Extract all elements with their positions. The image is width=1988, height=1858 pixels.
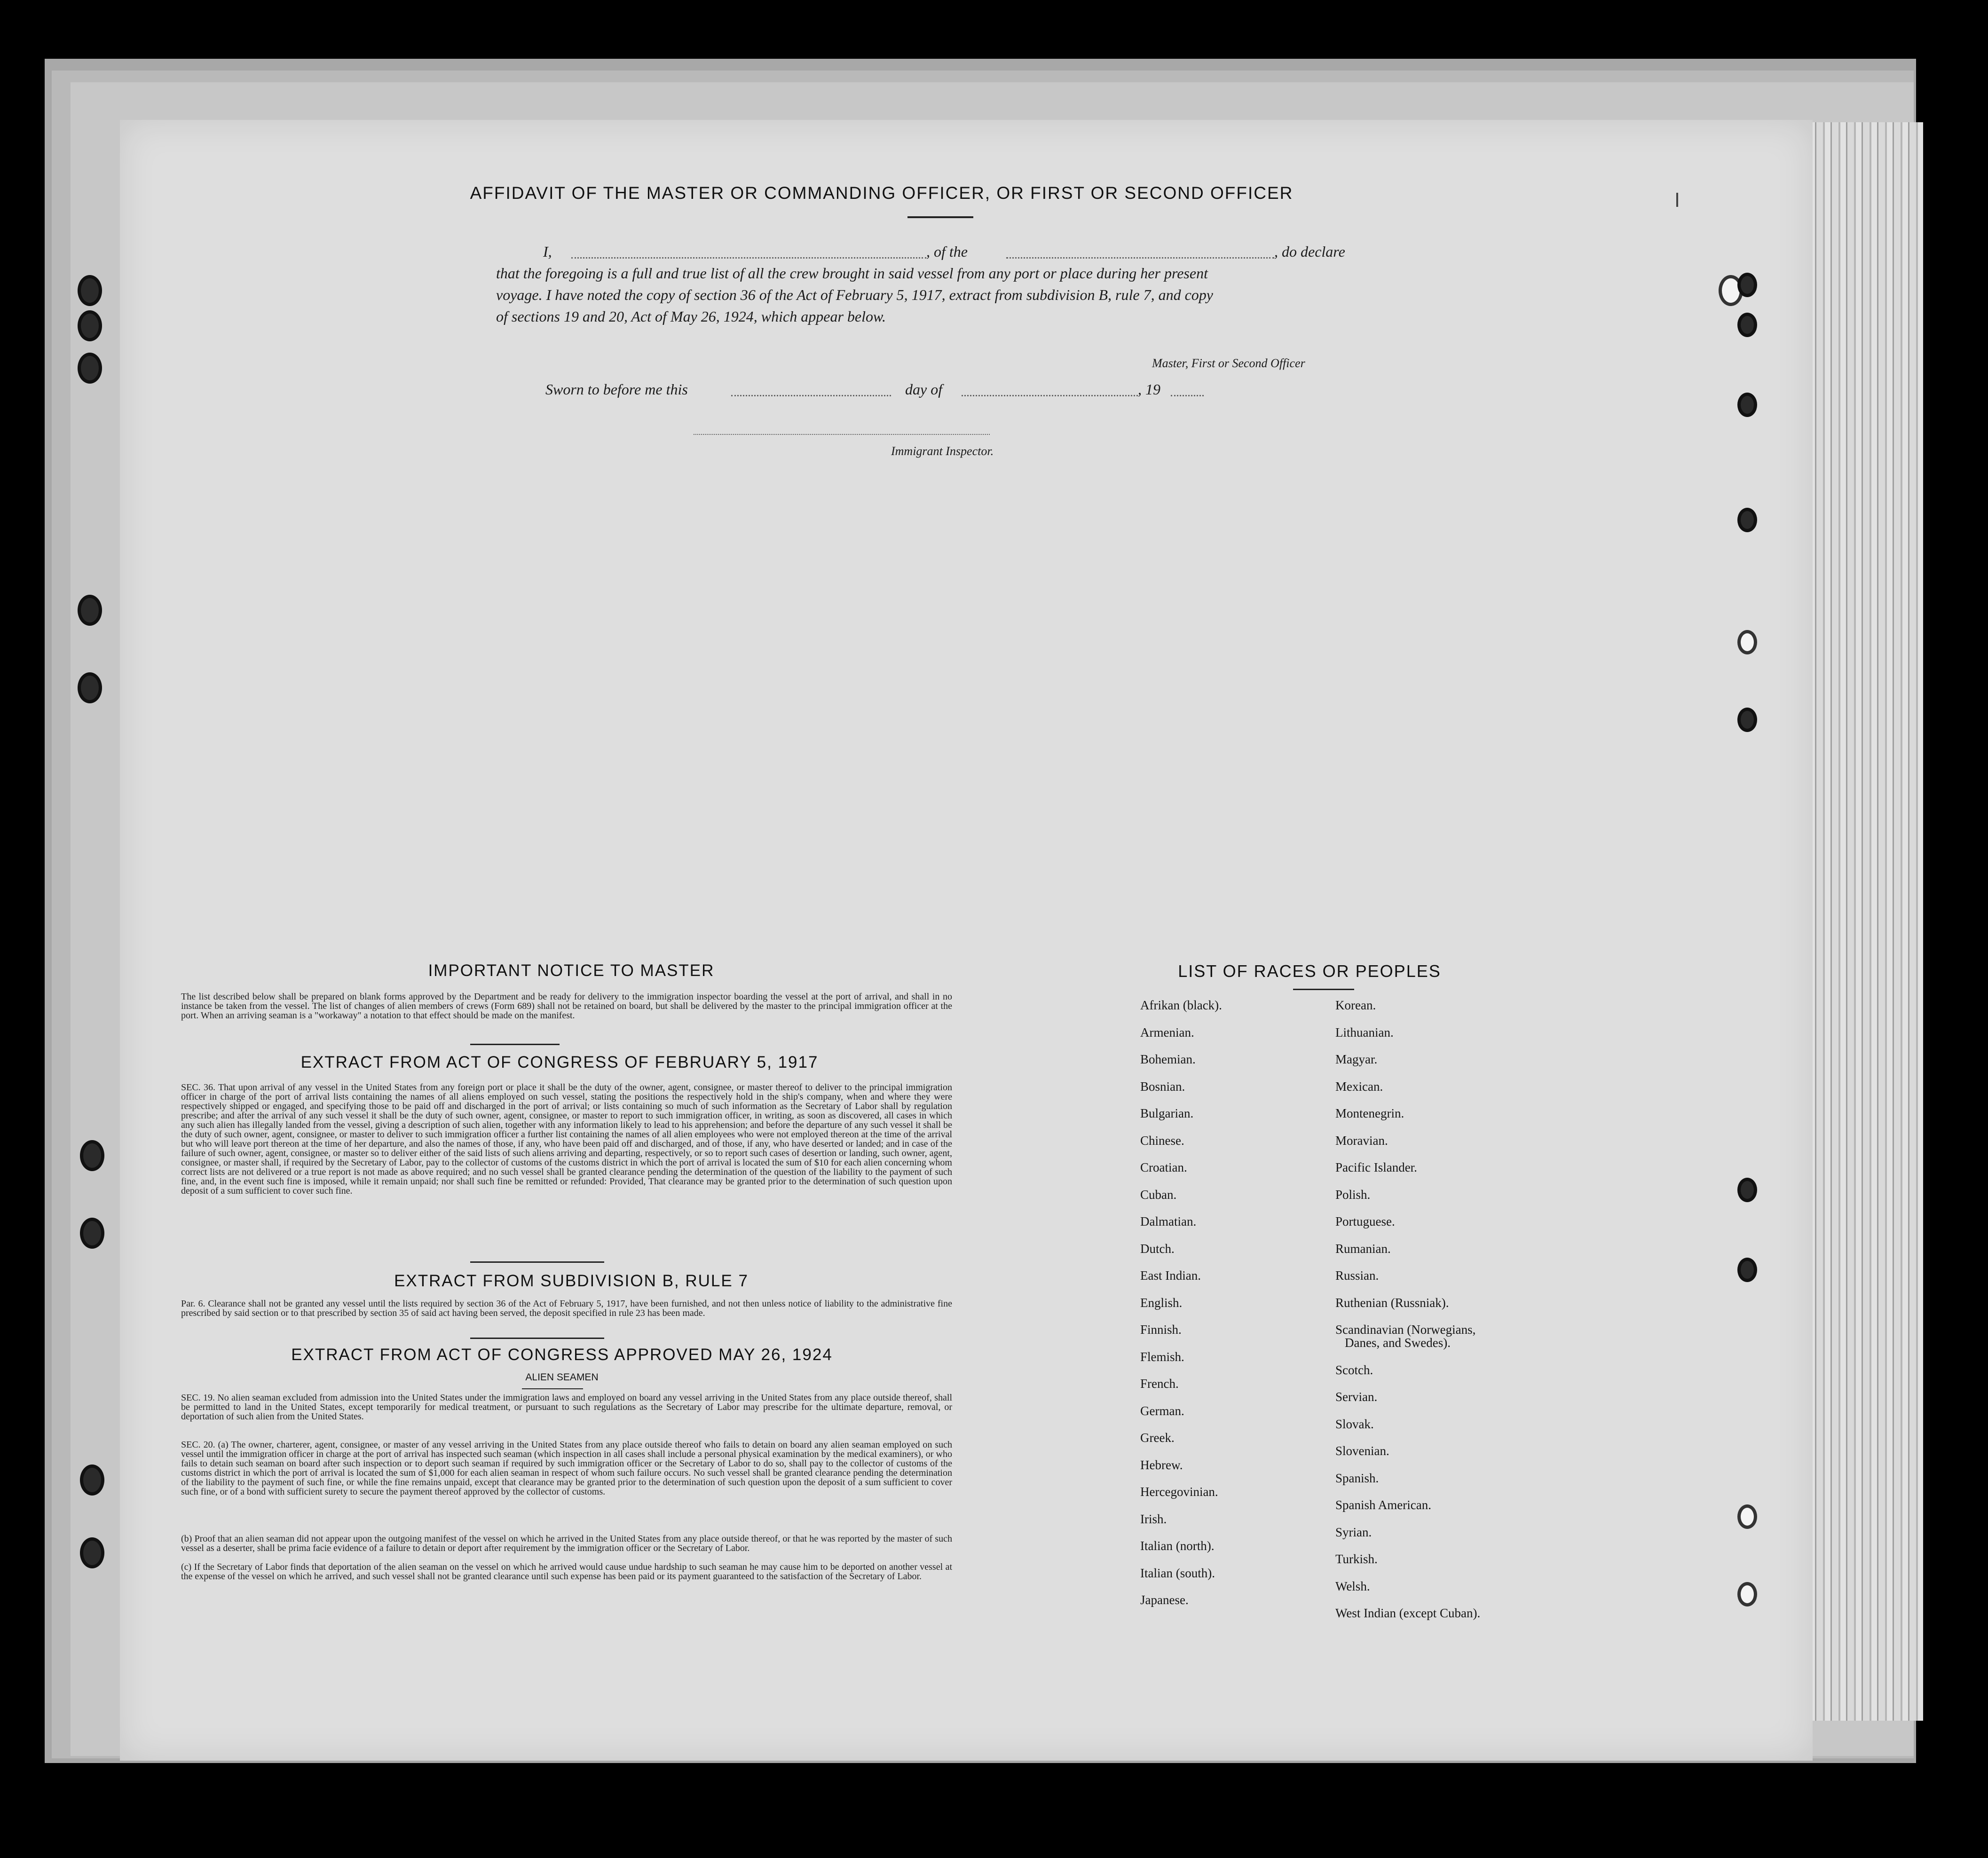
alien-seamen-subtitle: ALIEN SEAMEN (525, 1372, 599, 1383)
race-right-item: Ruthenian (Russniak). (1335, 1295, 1449, 1310)
binder-hole (1737, 708, 1757, 732)
section-rule (522, 1388, 583, 1389)
race-left-item: Dutch. (1140, 1241, 1175, 1256)
race-right-item: Pacific Islander. (1335, 1160, 1417, 1174)
binder-hole (78, 275, 102, 306)
race-left-item: Croatian. (1140, 1160, 1187, 1174)
extract-rule7-text: Par. 6. Clearance shall not be granted any vessel until the lists required by section 36 of the Act of February 5, 1917, have been furnished, and not then unless notice of liability to the administrative fine prescribed by said section or to that prescribed by section 35 of said act having been served, the deposit specified in rule 23 has been made. (181, 1299, 952, 1318)
race-right-item: West Indian (except Cuban). (1335, 1606, 1481, 1620)
races-title: LIST OF RACES OR PEOPLES (1178, 961, 1441, 981)
race-left-item: Bohemian. (1140, 1052, 1196, 1066)
stacked-page-edges (1801, 122, 1923, 1721)
race-left-item: French. (1140, 1377, 1179, 1391)
race-right-item: Servian. (1335, 1390, 1378, 1404)
race-right-item: Welsh. (1335, 1579, 1370, 1593)
sworn-day-field[interactable] (731, 395, 891, 396)
section-rule (470, 1338, 604, 1339)
race-right-item: Montenegrin. (1335, 1106, 1404, 1120)
sworn-year-field[interactable] (1171, 395, 1204, 396)
binder-hole (78, 310, 102, 341)
race-left-item: Flemish. (1140, 1349, 1184, 1364)
race-right-item: Spanish. (1335, 1471, 1379, 1485)
race-left-item: Armenian. (1140, 1025, 1194, 1039)
binder-hole (1737, 508, 1757, 532)
notice-title: IMPORTANT NOTICE TO MASTER (428, 961, 715, 980)
binder-hole (80, 1218, 104, 1249)
race-right-item: Moravian. (1335, 1133, 1388, 1148)
affidavit-line1-mid: , of the (926, 243, 968, 260)
sec-20b-text: (b) Proof that an alien seaman did not appear upon the outgoing manifest of the vessel on which he arrived in the United States from any place outside thereof, or that he was reported by the master of such vessel as a deserter, shall be prima facie evidence of a failure to detain or deport after requirement by the immigration officer or the Secretary of Labor. (181, 1534, 952, 1553)
race-right-item: Lithuanian. (1335, 1025, 1394, 1039)
race-left-item: Hebrew. (1140, 1457, 1183, 1472)
binder-hole (80, 1140, 104, 1171)
race-left-item: East Indian. (1140, 1268, 1201, 1283)
master-signature-label: Master, First or Second Officer (1152, 356, 1305, 370)
race-right-item: Russian. (1335, 1268, 1379, 1283)
race-right-item: Portuguese. (1335, 1214, 1395, 1228)
binder-hole (1737, 273, 1757, 297)
race-left-item: Greek. (1140, 1431, 1175, 1445)
inspector-signature-line[interactable] (694, 434, 990, 435)
sec-19-text: SEC. 19. No alien seaman excluded from admission into the United States under the immigration laws and employed on board any vessel arriving in the United States from any place outside thereof, shall be permitted to land in the United States, except temporarily for medical treatment, or pursuant to such regulations as the Secretary of Labor may prescribe for the ultimate departure, removal, or deportation of such alien from the United States. (181, 1393, 952, 1422)
race-left-item: Irish. (1140, 1512, 1167, 1526)
binder-hole (1737, 393, 1757, 417)
race-right-item: Spanish American. (1335, 1498, 1431, 1512)
race-left-item: Afrikan (black). (1140, 998, 1222, 1012)
race-left-item: Japanese. (1140, 1593, 1189, 1607)
section-rule (470, 1044, 560, 1045)
extract-1917-text: SEC. 36. That upon arrival of any vessel in the United States from any foreign port or place it shall be the duty of the owner, agent, consignee, or master thereof to deliver to the principal immigration officer in charge of the port of arrival lists containing the names of all aliens employed on such vessel, stating the positions the respectively hold in the ship's company, when and where they were respectively shipped or engaged, and specifying those to be paid off and discharged in the port of arrival; or lists containing so much of such information as the Secretary of Labor shall by regulation prescribe; and after the arrival of any such vessel it shall be the duty of such owner, agent, consignee, or master to report to such immigration officer, in writing, as soon as discovered, all cases in which any such alien has illegally landed from the vessel, giving a description of such alien, together with any information likely to lead to his apprehension; and before the departure of any such vessel it shall be the duty of such owner, agent, consignee, or master to deliver to such immigration officer a further list containing the names of all alien employees who were not employed thereon at the time of the arrival but who will leave port thereon at the time of her departure, and also the names of those, if any, who have been paid off and discharged, and of those, if any, who have deserted or landed; and in case of the failure of such owner, agent, consignee, or master so to deliver either of the said lists of such aliens arriving and departing, respectively, or so to report such cases of desertion or landing, such owner, agent, consignee, or master shall, if required by the Secretary of Labor, pay to the collector of customs of the customs district in which the port of arrival is located the sum of $10 for each alien concerning whom correct lists are not delivered or a true report is not made as above required; and no such vessel shall be granted clearance pending the determination of the question of the liability to the payment of such fine, and, in the event such fine is imposed, while it remain unpaid; nor shall such fine be remitted or refunded: Provided, That clearance may be granted prior to the determination of such question upon deposit of a sum sufficient to cover such fine. (181, 1082, 952, 1196)
race-left-item: Finnish. (1140, 1323, 1182, 1337)
section-rule (470, 1261, 604, 1263)
vessel-name-field[interactable] (1006, 257, 1274, 259)
race-right-item: Scotch. (1335, 1362, 1373, 1377)
race-left-item: Dalmatian. (1140, 1214, 1197, 1228)
binder-hole (78, 353, 102, 384)
race-right-item: Rumanian. (1335, 1241, 1391, 1256)
sec-20a-text: SEC. 20. (a) The owner, charterer, agent, consignee, or master of any vessel arriving in the United States from any place outside thereof who fails to detain on board any alien seaman employed on such vessel until the immigration officer in charge at the port of arrival has inspected such seaman (which inspection in all cases shall include a personal physical examination by the medical examiners), or who fails to detain such seaman on board after such inspection or to deport such seaman if required by such immigration officer or the Secretary of Labor to do so, shall pay to the collector of customs of the customs district in which the port of arrival is located the sum of $1,000 for each alien seaman in respect of whom such failure occurs. No such vessel shall be granted clearance pending the determination of the liability to the payment of such fine, or while the fine remains unpaid, except that clearance may be granted prior to the determination of such question upon the deposit of a sum sufficient to cover such fine, or of a bond with sufficient surety to secure the payment thereof approved by the collector of customs. (181, 1440, 952, 1497)
inspector-label: Immigrant Inspector. (891, 444, 994, 458)
race-left-item: Italian (south). (1140, 1566, 1215, 1580)
race-right-item: Syrian. (1335, 1525, 1372, 1539)
races-rule (1293, 989, 1354, 990)
binder-hole (80, 1464, 104, 1496)
binder-hole (1737, 1258, 1757, 1282)
sworn-month-field[interactable] (962, 395, 1138, 396)
affidavit-title: AFFIDAVIT OF THE MASTER OR COMMANDING OFFICER, OR FIRST OR SECOND OFFICER (470, 183, 1294, 203)
binder-hole (78, 595, 102, 626)
extract-rule7-title: EXTRACT FROM SUBDIVISION B, RULE 7 (394, 1272, 749, 1290)
affidavit-line3: voyage. I have noted the copy of section 36 of the Act of February 5, 1917, extract from subdivision B, rule 7, and copy (496, 286, 1213, 303)
binder-hole (1737, 1178, 1757, 1202)
race-left-item: Cuban. (1140, 1187, 1177, 1202)
extract-1917-title: EXTRACT FROM ACT OF CONGRESS OF FEBRUARY 5, 1917 (300, 1053, 819, 1071)
affidavit-line2: that the foregoing is a full and true list of all the crew brought in said vessel from any port or place during her present (496, 265, 1208, 282)
race-left-item: Chinese. (1140, 1133, 1184, 1148)
binder-hole (1737, 313, 1757, 337)
race-left-item: English. (1140, 1295, 1183, 1310)
race-right-item: Korean. (1335, 998, 1376, 1012)
binder-hole (1737, 630, 1757, 654)
day-of-label: day of (905, 381, 943, 398)
affidavit-line1-start: I, (543, 243, 552, 260)
binder-hole (78, 672, 102, 703)
race-right-item: Magyar. (1335, 1052, 1378, 1066)
affidavit-line1-end: , do declare (1274, 243, 1345, 260)
race-right-item: Scandinavian (Norwegians, (1335, 1323, 1476, 1337)
margin-mark (1676, 193, 1678, 207)
race-right-item: Turkish. (1335, 1552, 1378, 1566)
race-right-item: Danes, and Swedes). (1345, 1336, 1451, 1350)
affidavit-line4: of sections 19 and 20, Act of May 26, 1924, which appear below. (496, 308, 886, 325)
race-right-item: Mexican. (1335, 1079, 1383, 1094)
binder-hole (1737, 1504, 1757, 1529)
sec-20c-text: (c) If the Secretary of Labor finds that deportation of the alien seaman on the vessel on which he arrived would cause undue hardship to such seaman he may cause him to be deported on another vessel at the expense of the vessel on which he arrived, and such vessel shall not be granted clearance until such expense has been paid or its payment guaranteed to the satisfaction of the Secretary of Labor. (181, 1562, 952, 1582)
race-left-item: Italian (north). (1140, 1539, 1215, 1553)
title-rule (907, 216, 973, 218)
sworn-label: Sworn to before me this (545, 381, 688, 398)
race-left-item: Bulgarian. (1140, 1106, 1194, 1120)
form-page (120, 120, 1813, 1761)
race-right-item: Polish. (1335, 1187, 1371, 1202)
year-label: , 19 (1138, 381, 1160, 398)
binder-hole (1737, 1582, 1757, 1606)
master-name-field[interactable] (571, 257, 926, 259)
extract-1924-title: EXTRACT FROM ACT OF CONGRESS APPROVED MAY 26, 1924 (291, 1346, 833, 1364)
race-right-item: Slovenian. (1335, 1444, 1389, 1458)
race-left-item: Bosnian. (1140, 1079, 1185, 1094)
race-left-item: German. (1140, 1403, 1184, 1418)
binder-hole (80, 1537, 104, 1568)
race-left-item: Hercegovinian. (1140, 1485, 1218, 1499)
race-right-item: Slovak. (1335, 1417, 1374, 1431)
notice-text: The list described below shall be prepared on blank forms approved by the Department and be ready for delivery to the immigration inspector boarding the vessel at the port of arrival, and shall in no instance be taken from the vessel. The list of changes of alien members of crews (Form 689) shall not be retained on board, but shall be delivered by the master to the principal immigration officer at the port. When an arriving seaman is a "workaway" a notation to that effect should be made on the manifest. (181, 992, 952, 1021)
